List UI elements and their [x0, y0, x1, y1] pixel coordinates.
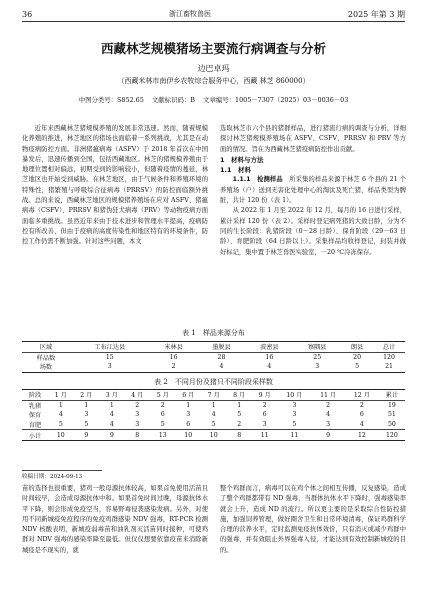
table-cell: 9 — [311, 430, 345, 441]
table2-header-cell: 11 月 — [311, 390, 345, 401]
intro-continued: 选取林芝市六个县的猪群样品，进行猪流行病的调查与分析，详细探讨林芝猪规模养殖场在 ASFV、CSFV、PRRSV 和 PRV 等方面的情况。旨在为西藏林芝猪疫病防控作出贡献。 — [220, 125, 406, 153]
table-cell: 21 — [385, 363, 393, 371]
table-cell: 4 — [326, 411, 331, 419]
left-column — [22, 124, 208, 248]
table2-header-cell: 4 月 — [125, 390, 150, 401]
author-name: 边巴卓玛 — [197, 64, 230, 73]
table-row — [22, 420, 405, 430]
table-row — [22, 400, 405, 410]
table-cell: 1 — [58, 401, 63, 409]
table-cell: 3 — [315, 363, 320, 371]
table1-header-cell: 朗县 — [341, 342, 373, 353]
table-cell: 120 — [383, 353, 395, 361]
table-cell: 3 — [326, 421, 331, 429]
table-cell: 样品数 — [36, 354, 56, 362]
table-cell: 15 — [105, 353, 114, 361]
table1-header-row — [22, 342, 405, 353]
table-cell: 2 — [262, 401, 267, 409]
right-column — [220, 124, 406, 258]
table-cell: 19 — [387, 401, 396, 409]
table-cell: 1 — [237, 401, 242, 409]
table-cell: 5 — [84, 421, 89, 429]
table-cell: 28 — [217, 353, 226, 361]
table2-header-cell: 1 月 — [48, 390, 73, 401]
table-cell: 5 — [237, 411, 242, 419]
table-cell: 16 — [169, 353, 178, 361]
sampling-paragraph: 从 2022 年 1 月至 2022 年 12 月，每月的 16 日进行采样，累计采样 120 份（表 2）。采样时登记病死猪的大致日龄，分为不同的生长阶段：乳猪阶段（0－28 日龄）、保育阶段（29－63 日龄）、育肥阶段（64 日龄以上）。采集样品均收样登记，封装并做好标记，集中置于林芝兽医实验室，－20 ℃冷冻保存。 — [220, 207, 406, 256]
table-cell: 16 — [265, 353, 274, 361]
table-cell: 1 — [84, 401, 89, 409]
intro-paragraph: 近年来西藏林芝猪规模养殖的发展非常迅速。然而，随着规模化养殖的推进，林芝地区的猪场也面临着一系列挑战，尤其是在动物疫病防控方面。非洲猪瘟病毒（ASFV）于 2018 年首次在中国暴发后，迅速传播到全国，包括西藏地区。林芝的猪规模养殖由于地理位置相对偏远，初期受到的影响较小，但随着疫情的蔓延，林芝地区也开始受到威胁。在林芝地区，由于气候条件和养殖环境的特殊性，猪繁殖与呼吸综合征病毒（PRRSV）的防控面临额外挑战。总的来说，西藏林芝地区的规模猪养殖场在应对 ASFV、猪瘟病毒（CSFV）、PRRSV 和猪伪狂犬病毒（PRV）等动物疫病方面面临多重挑战。虽然近年来由于技术进步和管理水平提高，疫病防控有所改善，但由于疫病的高度传染性和地区特有的环境条件，防控工作仍需不断加强。针对这些问题，本文 — [22, 125, 208, 246]
table-total-row — [22, 430, 405, 441]
continued-paragraph-left: 苗的选择也很重要，猪鸡一般母源抗体较高，如果首免使用活苗且时间较早，会造成母源抗体中和。如果首免时间过晚，母源抗体水平下降，则会形成免疫空当，容易野毒侵袭感染发病。另外，对使用不同新城疫免疫程序的免疫鸡群感染 NDV 强毒，RT-PCR 检测 NDV 核酸表明，新城疫弱毒苗和油乳剂灭活苗同时接种，可使鸡群对 NDV 强毒的感染率降至最低。但仅仅想要依靠疫苗来消除新城疫是不现实的，就 — [22, 485, 208, 554]
table-cell: 2 — [171, 363, 176, 371]
table-cell: 3 — [135, 421, 140, 429]
table2-header-row — [22, 390, 405, 401]
table-cell: 6 — [160, 411, 165, 419]
table-cell: 3 — [262, 421, 267, 429]
table-cell: 9 — [74, 430, 99, 441]
table-cell: 5 — [355, 363, 360, 371]
table-cell: 4 — [211, 411, 216, 419]
table-cell: 2 — [237, 421, 242, 429]
table-cell: 6 — [262, 411, 267, 419]
samples-paragraph — [220, 175, 406, 206]
header-rule — [22, 21, 405, 22]
table1-header-cell: 工布江达县 — [70, 342, 150, 353]
table2-header-cell: 累计 — [379, 390, 405, 401]
table2-caption: 表 2 不同月份及猪只不同阶段采样数 — [154, 378, 273, 386]
table-cell: 51 — [387, 411, 396, 419]
journal-name: 浙江畜牧兽医 — [169, 10, 212, 18]
classification-meta: 中图分类号：S852.65 文献标识码：B 文章编号：1005－7307（2025）03－0036－03 — [78, 96, 349, 104]
subsection-label: 1.1.1 检测样品 — [232, 176, 283, 184]
article-title: 西藏林芝规模猪场主要流行病调查与分析 — [100, 41, 326, 56]
table2-header-cell: 7 月 — [201, 390, 226, 401]
table1 — [22, 341, 405, 373]
table-cell: 场数 — [39, 364, 53, 372]
table-cell: 10 — [201, 430, 226, 441]
table-cell: 2 — [326, 401, 331, 409]
table-cell: 小计 — [22, 430, 48, 441]
table-cell: 1 — [211, 401, 216, 409]
table-cell: 4 — [109, 421, 114, 429]
table-cell: 8 — [226, 430, 251, 441]
table2-header-cell: 6 月 — [176, 390, 201, 401]
table-cell: 50 — [387, 421, 396, 429]
issue-label: 2025 年第 3 期 — [347, 9, 405, 19]
table-cell: 3 — [135, 411, 140, 419]
table1-header-cell: 察隅县 — [293, 342, 341, 353]
table-cell: 5 — [160, 421, 165, 429]
table-cell: 13 — [150, 430, 175, 441]
bottom-right-column — [220, 484, 406, 556]
section-heading-materials-methods: 1 材料与方法 — [220, 155, 264, 164]
table-cell: 2 — [359, 401, 364, 409]
table-cell: 4 — [219, 363, 224, 371]
table-cell: 5 — [211, 421, 216, 429]
page-number: 36 — [22, 9, 33, 19]
received-date-footnote: 收稿日期：2024-09-13 — [22, 474, 83, 480]
table2-header-cell: 3 月 — [99, 390, 124, 401]
table2-header-cell: 2 月 — [74, 390, 99, 401]
continued-paragraph-right: 整个鸡群而言，病毒可以在鸡个体之间相互传播，反复感染，造成了整个鸡群都带有 ND 强毒，当群体抗体水平下降时，强毒感染率就会上升，造成 ND 的流行。所以更主要的是采取综合性防控措施，加强饲养管理，做好圈舍卫生和日常环境清毒，保证鸡群科学合理的营养水平，定时监测免疫抗体效价，只有消灭或减少鸡群中的强毒，并有效阻止外界强毒入侵，才能达到有效控制新城疫的目的。 — [220, 485, 406, 554]
table-cell: 6 — [359, 411, 364, 419]
table-cell: 2 — [160, 401, 165, 409]
running-header — [22, 8, 405, 20]
author-affiliation: （西藏米林市南伊乡农牧综合服务中心，西藏 林芝 860000） — [117, 77, 310, 85]
table-cell: 11 — [252, 430, 277, 441]
table1-caption: 表 1 样品来源分布 — [182, 329, 245, 337]
table2-header-cell: 10 月 — [277, 390, 311, 401]
table1-header-cell: 墨脱县 — [198, 342, 246, 353]
table-cell: 10 — [176, 430, 201, 441]
table1-header-cell: 米林县 — [150, 342, 198, 353]
table-cell: 8 — [125, 430, 150, 441]
bottom-left-column — [22, 484, 208, 556]
table2-header-cell: 8 月 — [226, 390, 251, 401]
table-cell: 4 — [267, 363, 272, 371]
table-cell: 10 — [48, 430, 73, 441]
table-cell: 12 — [345, 430, 379, 441]
table-cell: 乳猪 — [28, 402, 42, 410]
table-cell: 3 — [107, 363, 112, 371]
table2-header-cell: 12 月 — [345, 390, 379, 401]
table-cell: 4 — [109, 411, 114, 419]
table-cell: 育肥 — [28, 422, 42, 430]
table2-header-cell: 9 月 — [252, 390, 277, 401]
table-cell: 9 — [99, 430, 124, 441]
footnote-rule — [22, 470, 102, 471]
table1-header-cell: 总计 — [373, 342, 405, 353]
table-row — [22, 362, 405, 372]
table2-header-cell: 5 月 — [150, 390, 175, 401]
table-cell: 4 — [359, 421, 364, 429]
table-cell: 6 — [186, 421, 191, 429]
table-row — [22, 352, 405, 362]
table-cell: 4 — [58, 411, 63, 419]
table-cell: 3 — [292, 411, 297, 419]
table-cell: 保育 — [28, 412, 42, 420]
table-cell: 11 — [277, 430, 311, 441]
table-cell: 3 — [186, 411, 191, 419]
table-cell: 25 — [313, 353, 322, 361]
table-cell: 1 — [109, 401, 114, 409]
table-cell: 2 — [135, 401, 140, 409]
table2-header-cell: 阶段 — [22, 390, 48, 401]
samples-text: 所采集的样品来源于林芝 6 个县的 21 个养殖场（户）送到无害化处理中心的淘汰及死亡猪，样品类型为脾脏，共计 120 份（表 1）。 — [220, 176, 407, 205]
table-cell: 3 — [84, 411, 89, 419]
table-cell: 3 — [292, 401, 297, 409]
table-cell: 5 — [58, 421, 63, 429]
table-row — [22, 410, 405, 420]
table2 — [22, 389, 405, 441]
table1-header-cell: 波密县 — [245, 342, 293, 353]
table-cell: 5 — [292, 421, 297, 429]
table-cell: 20 — [353, 353, 362, 361]
table1-header-cell: 区域 — [22, 342, 70, 353]
table-cell: 1 — [186, 401, 191, 409]
section-heading-materials: 1.1 材料 — [220, 166, 252, 175]
table-cell: 120 — [379, 430, 405, 441]
